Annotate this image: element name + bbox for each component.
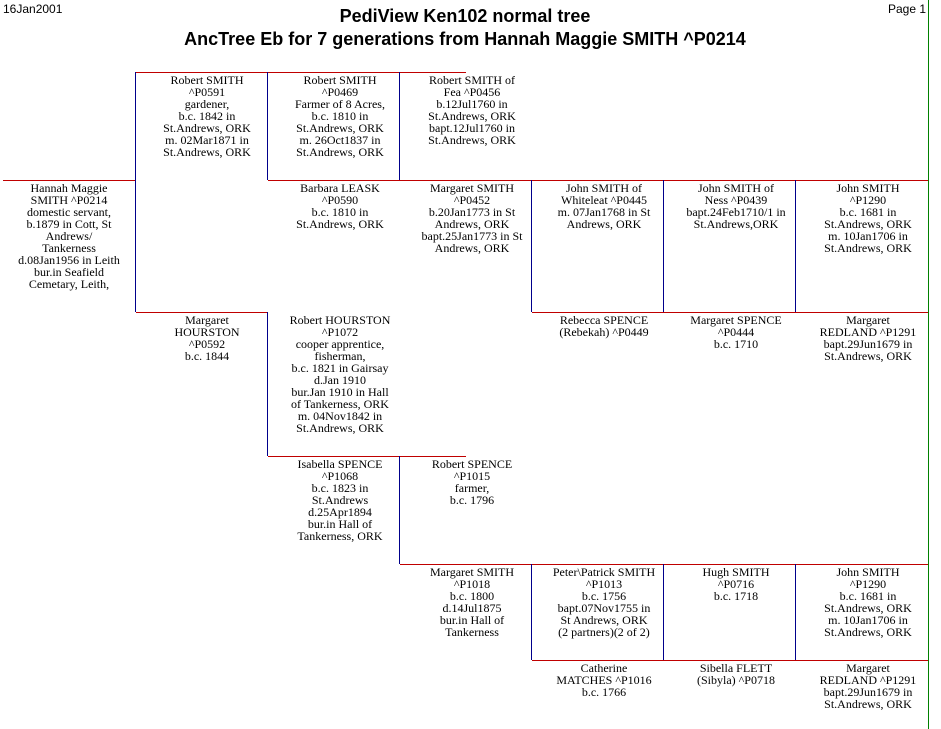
person-margaret-spence[interactable]: Margaret SPENCE ^P0444 b.c. 1710 [690, 313, 782, 351]
person-robert-smith-p0591[interactable]: Robert SMITH ^P0591 gardener, b.c. 1842 in St.Andrews, ORK m. 02Mar1871 in St.Andrews, ORK [163, 73, 251, 159]
person-hugh-smith[interactable]: Hugh SMITH ^P0716 b.c. 1718 [702, 565, 770, 603]
page-title: PediView Ken102 normal tree [339, 6, 591, 26]
page-subtitle: AncTree Eb for 7 generations from Hannah Maggie SMITH ^P0214 [184, 29, 746, 49]
person-john-smith-p1290[interactable]: John SMITH ^P1290 b.c. 1681 in St.Andrews, ORK m. 10Jan1706 in St.Andrews, ORK [824, 181, 912, 255]
person-barbara-leask[interactable]: Barbara LEASK ^P0590 b.c. 1810 in St.Andrews, ORK [296, 181, 384, 231]
person-isabella-spence[interactable]: Isabella SPENCE ^P1068 b.c. 1823 in St.Andrews d.25Apr1894 bur.in Hall of Tankerness, ORK [297, 457, 383, 543]
person-sibella-flett[interactable]: Sibella FLETT (Sibyla) ^P0718 [697, 661, 775, 687]
person-margaret-redland[interactable]: Margaret REDLAND ^P1291 bapt.29Jun1679 in St.Andrews, ORK [819, 661, 917, 711]
person-margaret-smith-p1018[interactable]: Margaret SMITH ^P1018 b.c. 1800 d.14Jul1875 bur.in Hall of Tankerness [429, 565, 515, 639]
person-margaret-redland[interactable]: Margaret REDLAND ^P1291 bapt.29Jun1679 in St.Andrews, ORK [819, 313, 917, 363]
person-john-smith-p0445[interactable]: John SMITH of Whiteleat ^P0445 m. 07Jan1768 in St Andrews, ORK [557, 181, 651, 231]
connector [135, 72, 136, 312]
person-robert-smith-p0456[interactable]: Robert SMITH of Fea ^P0456 b.12Jul1760 in St.Andrews, ORK bapt.12Jul1760 in St.Andrews, ORK [428, 73, 516, 147]
person-catherine-matches[interactable]: Catherine MATCHES ^P1016 b.c. 1766 [556, 661, 652, 699]
person-john-smith-p1290[interactable]: John SMITH ^P1290 b.c. 1681 in St.Andrews, ORK m. 10Jan1706 in St.Andrews, ORK [824, 565, 912, 639]
person-margaret-smith-p0452[interactable]: Margaret SMITH ^P0452 b.20Jan1773 in St Andrews, ORK bapt.25Jan1773 in St Andrews, ORK [421, 181, 523, 255]
person-robert-spence[interactable]: Robert SPENCE ^P1015 farmer, b.c. 1796 [431, 457, 513, 507]
person-john-smith-p0439[interactable]: John SMITH of Ness ^P0439 bapt.24Feb1710/1 in St.Andrews,ORK [686, 181, 786, 231]
print-date: 16Jan2001 [3, 2, 63, 16]
person-hannah-maggie-smith[interactable]: Hannah Maggie SMITH ^P0214 domestic servant, b.1879 in Cott, St Andrews/ Tankerness d.08Jan1956 in Leith bur.in Seafield Cemetary, Leith, [18, 181, 120, 291]
person-robert-smith-p0469[interactable]: Robert SMITH ^P0469 Farmer of 8 Acres, b.c. 1810 in St.Andrews, ORK m. 26Oct1837 in St.Andrews, ORK [295, 73, 385, 159]
person-margaret-hourston[interactable]: Margaret HOURSTON ^P0592 b.c. 1844 [174, 313, 240, 363]
person-robert-hourston[interactable]: Robert HOURSTON ^P1072 cooper apprentice, fisherman, b.c. 1821 in Gairsay d.Jan 1910 bur.Jan 1910 in Hall of Tankerness, ORK m. 04Nov1842 in St.Andrews, ORK [289, 313, 391, 435]
person-peter-patrick-smith[interactable]: Peter\Patrick SMITH ^P1013 b.c. 1756 bapt.07Nov1755 in St Andrews, ORK (2 partners)(2 of 2) [552, 565, 656, 639]
person-rebecca-spence[interactable]: Rebecca SPENCE (Rebekah) ^P0449 [559, 313, 649, 339]
page-number: Page 1 [888, 2, 927, 16]
